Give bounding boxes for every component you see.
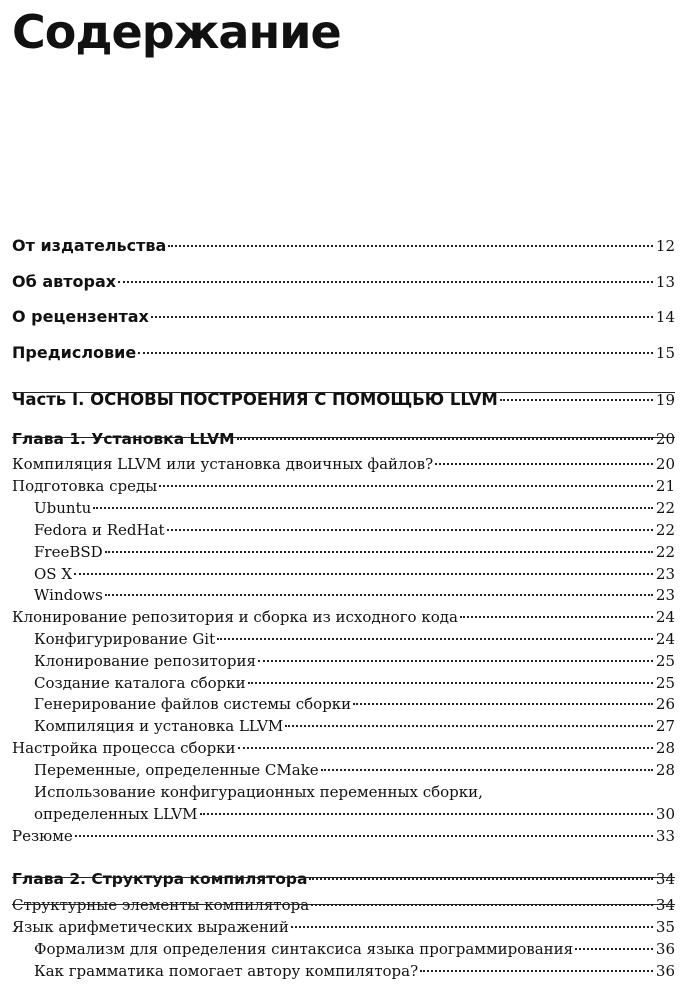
toc-page-number: 21 — [655, 477, 675, 495]
toc-dot-leader — [138, 352, 653, 354]
toc-entry — [34, 940, 675, 958]
toc-entry — [34, 761, 675, 779]
toc-dot-leader — [237, 438, 653, 440]
toc-dot-leader — [291, 926, 653, 928]
toc-entry — [34, 586, 675, 604]
toc-dot-leader — [105, 594, 653, 596]
section-divider — [12, 392, 675, 393]
toc-entry — [12, 827, 675, 845]
toc-page-number: 24 — [655, 630, 675, 648]
toc-dot-leader — [248, 682, 653, 684]
toc-entry-label: OS X — [34, 565, 73, 583]
toc-dot-leader — [321, 769, 653, 771]
toc-page-number: 20 — [655, 430, 675, 448]
toc-entry-label: Ubuntu — [34, 499, 92, 517]
toc-dot-leader — [75, 835, 653, 837]
toc-dot-leader — [575, 948, 653, 950]
toc-entry — [12, 477, 675, 495]
toc-entry-label: Windows — [34, 586, 103, 604]
section-divider — [12, 877, 675, 878]
toc-page-number: 12 — [655, 237, 675, 255]
toc-entry-label: Часть I. ОСНОВЫ ПОСТРОЕНИЯ С ПОМОЩЬЮ LLVM — [12, 390, 498, 409]
toc-page-number: 27 — [655, 717, 675, 735]
toc-page-number: 35 — [655, 918, 675, 936]
toc-entry-label: Глава 1. Установка LLVM — [12, 430, 235, 448]
toc-dot-leader — [353, 703, 653, 705]
toc-entry-label: От издательства — [12, 236, 167, 255]
toc-entry — [12, 870, 675, 888]
toc-page-number: 36 — [655, 962, 675, 980]
toc-entry — [34, 499, 675, 517]
toc-entry — [34, 805, 675, 823]
toc-dot-leader — [238, 747, 653, 749]
toc-dot-leader — [200, 813, 653, 815]
toc-page-number: 24 — [655, 608, 675, 626]
toc-entry-label: FreeBSD — [34, 543, 103, 561]
toc-entry-label: Fedora и RedHat — [34, 521, 165, 539]
toc-entry-label: Создание каталога сборки — [34, 674, 246, 692]
toc-page-number: 36 — [655, 940, 675, 958]
toc-entry — [12, 896, 675, 914]
toc-entry — [12, 739, 675, 757]
toc-entry — [34, 565, 675, 583]
toc-dot-leader — [217, 638, 653, 640]
toc-page-number: 23 — [655, 586, 675, 604]
toc-entry-label: определенных LLVM — [34, 805, 198, 823]
toc-dot-leader — [93, 507, 653, 509]
toc-entry — [12, 455, 675, 473]
toc-entry-label: Компиляция LLVM или установка двоичных файлов? — [12, 455, 434, 473]
toc-entry — [34, 783, 675, 801]
toc-page-number: 14 — [655, 308, 675, 326]
toc-page-number: 19 — [655, 391, 675, 409]
toc-entry-label: О рецензентах — [12, 307, 149, 326]
toc-entry-label: Как грамматика помогает автору компилятора? — [34, 962, 419, 980]
toc-page-number: 22 — [655, 543, 675, 561]
toc-entry-label: Предисловие — [12, 343, 137, 362]
toc-entry-label: Генерирование файлов системы сборки — [34, 695, 352, 713]
toc-page-number: 25 — [655, 674, 675, 692]
toc-entry — [34, 695, 675, 713]
toc-entry — [34, 521, 675, 539]
toc-entry — [34, 652, 675, 670]
toc-dot-leader — [460, 616, 653, 618]
toc-page-number: 28 — [655, 761, 675, 779]
toc-entry — [34, 543, 675, 561]
toc-entry-label: Подготовка среды — [12, 477, 158, 495]
toc-dot-leader — [258, 660, 653, 662]
toc-page-number: 34 — [655, 896, 675, 914]
toc-entry-label: Структурные элементы компилятора — [12, 896, 310, 914]
toc-entry — [34, 630, 675, 648]
toc-page-number: 13 — [655, 273, 675, 291]
toc-entry-label: Об авторах — [12, 272, 117, 291]
toc-dot-leader — [168, 245, 653, 247]
toc-page-number: 34 — [655, 870, 675, 888]
toc-entry — [34, 717, 675, 735]
toc-dot-leader — [118, 281, 653, 283]
toc-page-number: 33 — [655, 827, 675, 845]
toc-page-number: 25 — [655, 652, 675, 670]
toc-entry — [34, 674, 675, 692]
toc-entry — [12, 343, 675, 362]
toc-entry-label: Компиляция и установка LLVM — [34, 717, 284, 735]
toc-dot-leader — [309, 878, 652, 880]
toc-entry-label: Настройка процесса сборки — [12, 739, 236, 757]
page-title: Содержание — [12, 5, 341, 59]
toc-page-number: 30 — [655, 805, 675, 823]
toc-page-number: 15 — [655, 344, 675, 362]
toc-entry — [12, 307, 675, 326]
toc-entry-label: Глава 2. Структура компилятора — [12, 870, 308, 888]
toc-dot-leader — [105, 551, 653, 553]
toc-dot-leader — [159, 485, 653, 487]
toc-entry-label: Клонирование репозитория — [34, 652, 256, 670]
toc-page-number: 28 — [655, 739, 675, 757]
section-divider — [12, 904, 675, 905]
toc-dot-leader — [167, 529, 653, 531]
toc-page-number: 22 — [655, 499, 675, 517]
toc-entry — [12, 608, 675, 626]
toc-entry — [12, 918, 675, 936]
toc-dot-leader — [151, 316, 653, 318]
toc-dot-leader — [435, 463, 653, 465]
toc-dot-leader — [420, 970, 653, 972]
toc-entry-label: Конфигурирование Git — [34, 630, 216, 648]
toc-page-number: 20 — [655, 455, 675, 473]
toc-page-number: 26 — [655, 695, 675, 713]
toc-entry-label: Использование конфигурационных переменных сборки, — [34, 783, 483, 801]
toc-entry — [12, 272, 675, 291]
toc-entry-label: Резюме — [12, 827, 73, 845]
toc-page-number: 23 — [655, 565, 675, 583]
toc-entry — [12, 236, 675, 255]
toc-page-number: 22 — [655, 521, 675, 539]
toc-entry-label: Переменные, определенные CMake — [34, 761, 319, 779]
toc-entry-label: Формализм для определения синтаксиса языка программирования — [34, 940, 574, 958]
toc-entry — [34, 962, 675, 980]
toc-entry — [12, 430, 675, 448]
toc-entry-label: Клонирование репозитория и сборка из исходного кода — [12, 608, 458, 626]
toc-dot-leader — [285, 725, 653, 727]
toc-dot-leader — [500, 399, 653, 401]
toc-entry-label: Язык арифметических выражений — [12, 918, 289, 936]
section-divider — [12, 437, 675, 438]
toc-dot-leader — [74, 573, 653, 575]
